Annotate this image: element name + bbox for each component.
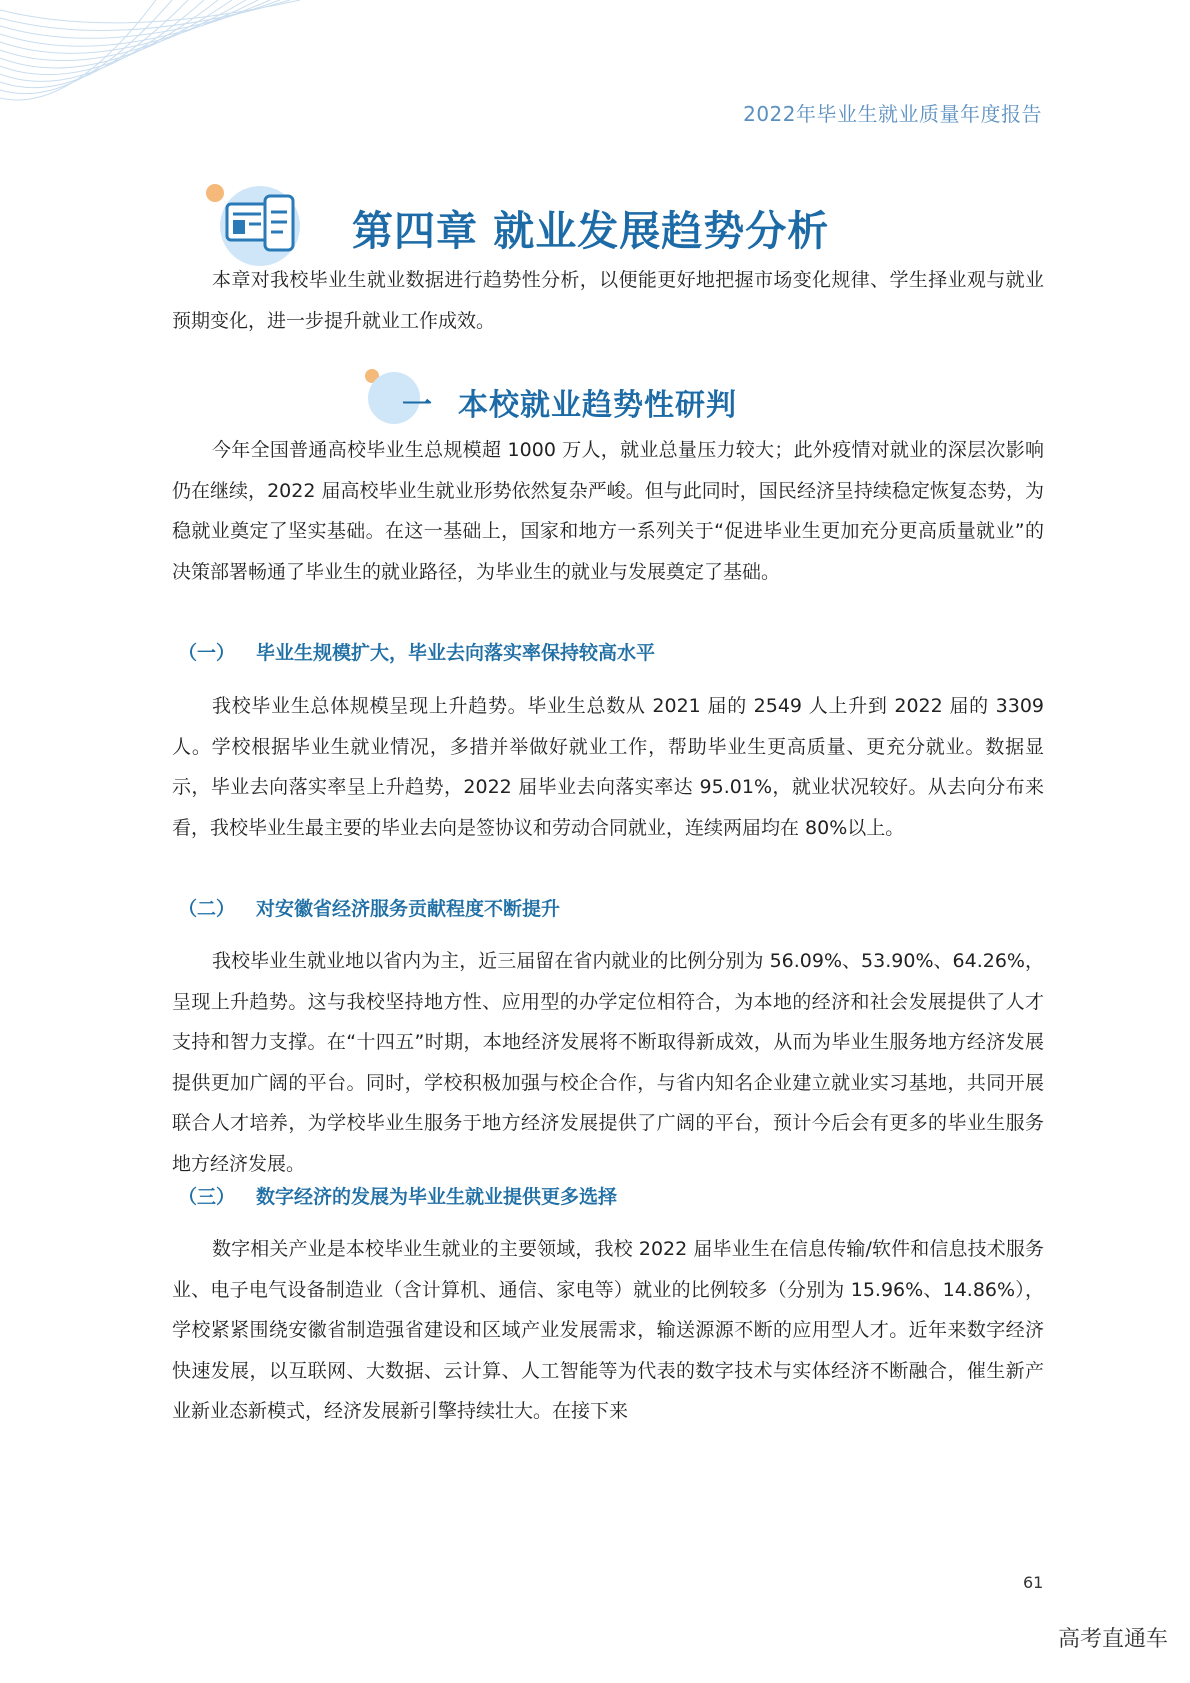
subsection-body-3: 数字相关产业是本校毕业生就业的主要领域，我校 2022 届毕业生在信息传输/软件和信息技术服务业、电子电气设备制造业（含计算机、通信、家电等）就业的比例较多（分别为 15.96%、14.86%），学校紧紧围绕安徽省制造强省建设和区域产业发展需求，输送源源不断的应用型人才。近年来数字经济快速发展，以互联网、大数据、云计算、人工智能等为代表的数字技术与实体经济不断融合，催生新产业新业态新模式，经济发展新引擎持续壮大。在接下来 <box>172 1238 1044 1422</box>
subsection-number: （三） <box>178 1186 236 1208</box>
chapter-title: 第四章 就业发展趋势分析 <box>352 207 830 255</box>
section-intro: 今年全国普通高校毕业生总规模超 1000 万人，就业总量压力较大；此外疫情对就业的深层次影响仍在继续，2022 届高校毕业生就业形势依然复杂严峻。但与此同时，国民经济呈持续稳定恢复态势，为稳就业奠定了坚实基础。在这一基础上，国家和地方一系列关于“促进毕业生更加充分更高质量就业”的决策部署畅通了毕业生的就业路径，为毕业生的就业与发展奠定了基础。 <box>172 439 1044 583</box>
subsection-heading-1 <box>178 638 655 665</box>
corner-decoration <box>0 0 320 120</box>
chapter-intro: 本章对我校毕业生就业数据进行趋势性分析，以便能更好地把握市场变化规律、学生择业观与就业预期变化，进一步提升就业工作成效。 <box>172 269 1044 332</box>
subsection-title: 数字经济的发展为毕业生就业提供更多选择 <box>256 1186 618 1208</box>
watermark: 高考直通车 <box>1057 1627 1168 1652</box>
running-header: 2022年毕业生就业质量年度报告 <box>743 102 1042 126</box>
subsection-heading-3 <box>178 1182 617 1209</box>
document-device-icon <box>205 178 315 268</box>
page-number: 61 <box>1023 1573 1044 1592</box>
section-number: 一 <box>402 388 432 423</box>
section-title: 本校就业趋势性研判 <box>458 388 737 423</box>
subsection-title: 毕业生规模扩大，毕业去向落实率保持较高水平 <box>256 642 656 664</box>
subsection-body-2: 我校毕业生就业地以省内为主，近三届留在省内就业的比例分别为 56.09%、53.90%、64.26%，呈现上升趋势。这与我校坚持地方性、应用型的办学定位相符合，为本地的经济和社会发展提供了人才支持和智力支撑。在“十四五”时期，本地经济发展将不断取得新成效，从而为毕业生服务地方经济发展提供更加广阔的平台。同时，学校积极加强与校企合作，与省内知名企业建立就业实习基地，共同开展联合人才培养，为学校毕业生服务于地方经济发展提供了广阔的平台，预计今后会有更多的毕业生服务地方经济发展。 <box>172 950 1044 1175</box>
subsection-body-1: 我校毕业生总体规模呈现上升趋势。毕业生总数从 2021 届的 2549 人上升到 2022 届的 3309 人。学校根据毕业生就业情况，多措并举做好就业工作，帮助毕业生更高质量、更充分就业。数据显示，毕业去向落实率呈上升趋势，2022 届毕业去向落实率达 95.01%，就业状况较好。从去向分布来看，我校毕业生最主要的毕业去向是签协议和劳动合同就业，连续两届均在 80%以上。 <box>172 695 1044 839</box>
subsection-title: 对安徽省经济服务贡献程度不断提升 <box>256 898 561 920</box>
subsection-number: （二） <box>178 898 236 920</box>
subsection-heading-2 <box>178 894 560 921</box>
subsection-number: （一） <box>178 642 236 664</box>
